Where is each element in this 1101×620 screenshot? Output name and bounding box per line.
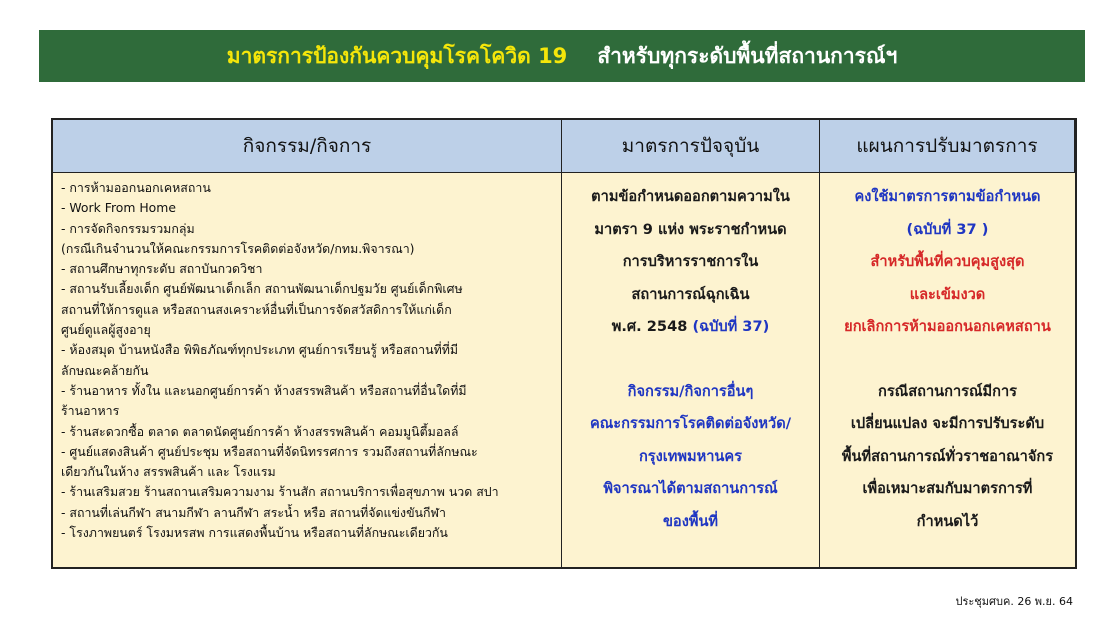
activity-line: - ร้านเสริมสวย ร้านสถานเสริมความงาม ร้านสัก สถานบริการเพื่อสุขภาพ นวด สปา <box>61 484 499 500</box>
activity-line: - Work From Home <box>61 200 176 216</box>
activity-line: สถานที่ให้การดูแล หรือสถานสงเคราะห์อื่นที่เป็นการจัดสวัสดิการให้แก่เด็ก <box>61 301 452 317</box>
header-adjustment-plan: แผนการปรับมาตรการ <box>820 120 1075 173</box>
current-line: มาตรา 9 แห่ง พระราชกำหนด <box>594 220 787 238</box>
current-line-decree <box>612 311 770 344</box>
decree-issue: (ฉบับที่ 37) <box>692 318 770 335</box>
plan-line: ยกเลิกการห้ามออกนอกเคหสถาน <box>844 318 1051 335</box>
title-sub: สำหรับทุกระดับพื้นที่สถานการณ์ฯ <box>597 43 898 68</box>
plan-line: พื้นที่สถานการณ์ทั่วราชอาณาจักร <box>841 447 1054 465</box>
footer-note: ประชุมศบค. 26 พ.ย. 64 <box>955 595 1073 608</box>
title-main: มาตรการป้องกันควบคุมโรคโควิด 19 <box>226 43 568 68</box>
plan-line: กรณีสถานการณ์มีการ <box>877 382 1018 400</box>
activity-line: เดียวกันในห้าง สรรพสินค้า และ โรงแรม <box>61 464 276 480</box>
header-activities: กิจกรรม/กิจการ <box>53 120 562 173</box>
activity-line: - สถานที่เล่นกีฬา สนามกีฬา ลานกีฬา สระน้ำ หรือ สถานที่จัดแข่งขันกีฬา <box>61 504 446 520</box>
current-line: ตามข้อกำหนดออกตามความใน <box>591 188 790 205</box>
plan-line: (ฉบับที่ 37 ) <box>906 220 989 238</box>
plan-line: เพื่อเหมาะสมกับมาตรการที่ <box>862 480 1033 497</box>
current-measures-cell <box>562 173 820 567</box>
plan-line: และเข้มงวด <box>909 285 986 303</box>
current-line: กิจกรรม/กิจการอื่นๆ <box>627 382 754 400</box>
title-banner <box>39 30 1085 82</box>
header-current-measures: มาตรการปัจจุบัน <box>562 120 820 173</box>
activity-line: - การจัดกิจกรรมรวมกลุ่ม <box>61 220 195 236</box>
decree-year: พ.ศ. 2548 <box>611 318 688 335</box>
current-line: สถานการณ์ฉุกเฉิน <box>631 285 750 303</box>
activity-line: ลักษณะคล้ายกัน <box>61 362 149 378</box>
activity-line: - การห้ามออกนอกเคหสถาน <box>61 180 211 195</box>
activity-line: (กรณีเกินจำนวนให้คณะกรรมการโรคติดต่อจังหวัด/กทม.พิจารณา) <box>61 240 415 256</box>
measures-table <box>51 118 1077 569</box>
plan-line: คงใช้มาตรการตามข้อกำหนด <box>854 188 1041 205</box>
activity-line: - ศูนย์แสดงสินค้า ศูนย์ประชุม หรือสถานที่จัดนิทรรศการ รวมถึงสถานที่ลักษณะ <box>61 443 478 459</box>
plan-line: สำหรับพื้นที่ควบคุมสูงสุด <box>870 253 1025 270</box>
activity-line: - สถานรับเลี้ยงเด็ก ศูนย์พัฒนาเด็กเล็ก สถานพัฒนาเด็กปฐมวัย ศูนย์เด็กพิเศษ <box>61 281 463 297</box>
plan-line: เปลี่ยนแปลง จะมีการปรับระดับ <box>850 415 1045 432</box>
activity-line: - ห้องสมุด บ้านหนังสือ พิพิธภัณฑ์ทุกประเภท ศูนย์การเรียนรู้ หรือสถานที่ที่มี <box>61 342 459 358</box>
current-line: พิจารณาได้ตามสถานการณ์ <box>603 480 778 497</box>
activity-line: - สถานศึกษาทุกระดับ สถาบันกวดวิชา <box>61 261 263 277</box>
activity-line: - โรงภาพยนตร์ โรงมหรสพ การแสดงพื้นบ้าน หรือสถานที่ลักษณะเดียวกัน <box>61 525 448 541</box>
current-line: กรุงเทพมหานคร <box>638 447 743 465</box>
current-line: การบริหารราชการใน <box>622 253 759 270</box>
activity-line: ศูนย์ดูแลผู้สูงอายุ <box>61 322 151 338</box>
current-line: คณะกรรมการโรคติดต่อจังหวัด/ <box>589 415 792 432</box>
current-line: ของพื้นที่ <box>662 512 719 530</box>
adjustment-plan-cell <box>820 173 1075 567</box>
plan-line: กำหนดไว้ <box>916 512 979 530</box>
activities-cell <box>53 173 562 567</box>
activity-line: - ร้านอาหาร ทั้งใน และนอกศูนย์การค้า ห้างสรรพสินค้า หรือสถานที่อื่นใดที่มี <box>61 382 467 398</box>
activity-line: - ร้านสะดวกซื้อ ตลาด ตลาดนัดศูนย์การค้า ห้างสรรพสินค้า คอมมูนิตี้มอลล์ <box>61 423 459 439</box>
activity-line: ร้านอาหาร <box>61 403 120 419</box>
